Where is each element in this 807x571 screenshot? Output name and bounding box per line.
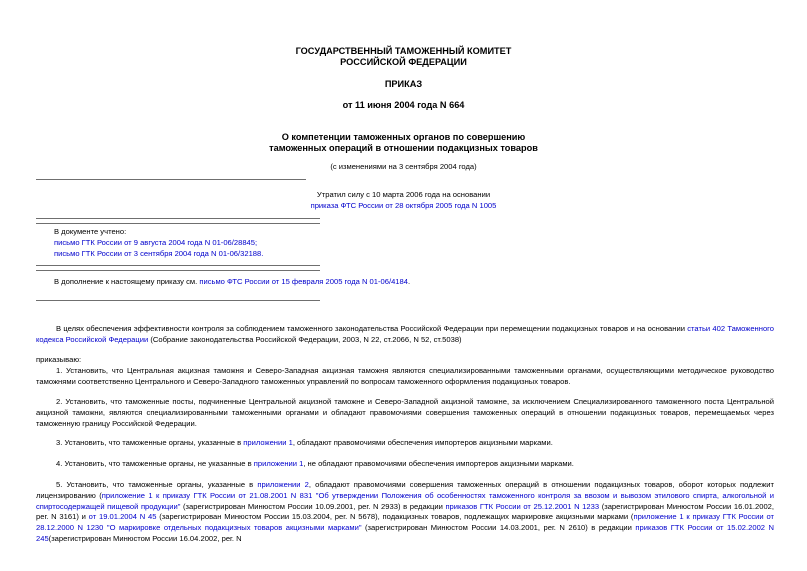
considered-label: В документе учтено:: [54, 227, 127, 236]
annex-1-link[interactable]: приложении 1: [243, 438, 293, 447]
divider: [36, 179, 306, 180]
order-45-link[interactable]: от 19.01.2004 N 45: [88, 512, 157, 522]
expiry-link[interactable]: приказа ФТС России от 28 октября 2005 года N 1005: [310, 201, 497, 210]
order-word: приказываю:: [36, 355, 82, 364]
order-1233-link[interactable]: приказов ГТК России от 25.12.2001 N 1233: [445, 501, 600, 511]
addition-link[interactable]: письмо ФТС России от 15 февраля 2005 года N 01-06/4184: [199, 277, 408, 286]
preamble: В целях обеспечения эффективности контроля за соблюдением таможенного законодательства Российской Федерации при перемещении подакцизных товаров и на основании статьи 402 Таможенного кодекса Российской Федерации (Собрание законодательства Российской Федерации, 2003, N 22, ст.2066, N 52, ст.5038): [36, 324, 774, 344]
tk-article-402-link[interactable]: статьи 402 Таможенного кодекса Российской Федерации: [36, 324, 774, 344]
order-1230-annex-link[interactable]: приложение 1 к приказу ГТК России от 28.12.2000 N 1230 "О маркировке отдельных подакцизных товаров акцизными марками": [36, 512, 774, 533]
annex-2-link[interactable]: приложении 2: [257, 480, 309, 489]
amendments-note: (с изменениями на 3 сентября 2004 года): [330, 162, 477, 171]
org-name-line1: ГОСУДАРСТВЕННЫЙ ТАМОЖЕННЫЙ КОМИТЕТ: [295, 46, 512, 56]
order-831-annex-link[interactable]: приложение 1 к приказу ГТК России от 21.08.2001 N 831 "Об утверждении Положения об особенностях таможенного контроля за ввозом и вывозом этилового спирта, алкогольной и спиртосодержащей пищевой продукции": [36, 490, 775, 511]
org-name-line2: РОССИЙСКОЙ ФЕДЕРАЦИИ: [340, 57, 467, 67]
doc-date: от 11 июня 2004 года N 664: [342, 100, 465, 110]
doc-title-line2: таможенных операций в отношении подакцизных товаров: [269, 143, 538, 153]
considered-link-1[interactable]: письмо ГТК России от 9 августа 2004 года N 01-06/28845;: [54, 238, 258, 247]
doc-type: ПРИКАЗ: [384, 79, 423, 89]
addition-note: В дополнение к настоящему приказу см. письмо ФТС России от 15 февраля 2005 года N 01-06/4184.: [54, 277, 411, 286]
expiry-line: Утратил силу с 10 марта 2006 года на основании: [316, 190, 491, 199]
divider: [36, 218, 320, 219]
item-4: 4. Установить, что таможенные органы, не указанные в приложении 1, не обладают правомочиями обеспечения импортеров акцизными марками.: [56, 459, 574, 468]
divider: [36, 265, 320, 266]
item-2: 2. Установить, что таможенные посты, подчиненные Центральной акцизной таможне и Северо-Западной акцизной таможне, за исключением Специализированного таможенного поста Центральной акцизной таможни, являются специализированными таможенными органами и обладают правомочиями совершения таможенных операций в отношении подакцизных товаров, перемещаемых через таможенную границу Российской Федерации.: [36, 397, 774, 428]
order-245-link[interactable]: приказов ГТК России от 15.02.2002 N 245: [36, 523, 774, 543]
divider: [36, 300, 320, 301]
divider: [36, 223, 320, 224]
item-5: 5. Установить, что таможенные органы, указанные в приложении 2, обладают правомочиями совершения таможенных операций в отношении подакцизных товаров, оборот которых подлежит лицензированию (приложение 1 к приказу ГТК России от 21.08.2001 N 831 "Об утверждении Положения об особенностях таможенного контроля за ввозом и вывозом этилового спирта, алкогольной и спиртосодержащей пищевой продукции" (зарегистрирован Минюстом России 10.09.2001, рег. N 2933) в редакции приказов ГТК России от 25.12.2001 N 1233 (зарегистрирован Минюстом России 16.01.2002, рег. N 3161) и от 19.01.2004 N 45 (зарегистрирован Минюстом России 15.03.2004, рег. N 5678), подакцизных товаров, подлежащих маркировке акцизными марками (приложение 1 к приказу ГТК России от 28.12.2000 N 1230 "О маркировке отдельных подакцизных товаров акцизными марками" (зарегистрирован Минюстом России 14.03.2001, рег. N 2610) в редакции приказов ГТК России от 15.02.2002 N 245(зарегистрирован Минюстом России 16.04.2002, рег. N: [36, 480, 775, 543]
divider: [36, 270, 320, 271]
item-3: 3. Установить, что таможенные органы, указанные в приложении 1, обладают правомочиями обеспечения импортеров акцизными марками.: [56, 438, 553, 447]
annex-1-link[interactable]: приложении 1: [253, 459, 304, 468]
doc-title-line1: О компетенции таможенных органов по совершению: [281, 132, 526, 142]
considered-link-2[interactable]: письмо ГТК России от 3 сентября 2004 года N 01-06/32188.: [54, 249, 264, 258]
item-1: 1. Установить, что Центральная акцизная таможня и Северо-Западная акцизная таможня являются специализированными таможенными органами, осуществляющими методическое руководство таможнями соответственно Центрального и Северо-Западного таможенных управлений по вопросам таможенного оформления подакцизных товаров.: [36, 366, 774, 386]
